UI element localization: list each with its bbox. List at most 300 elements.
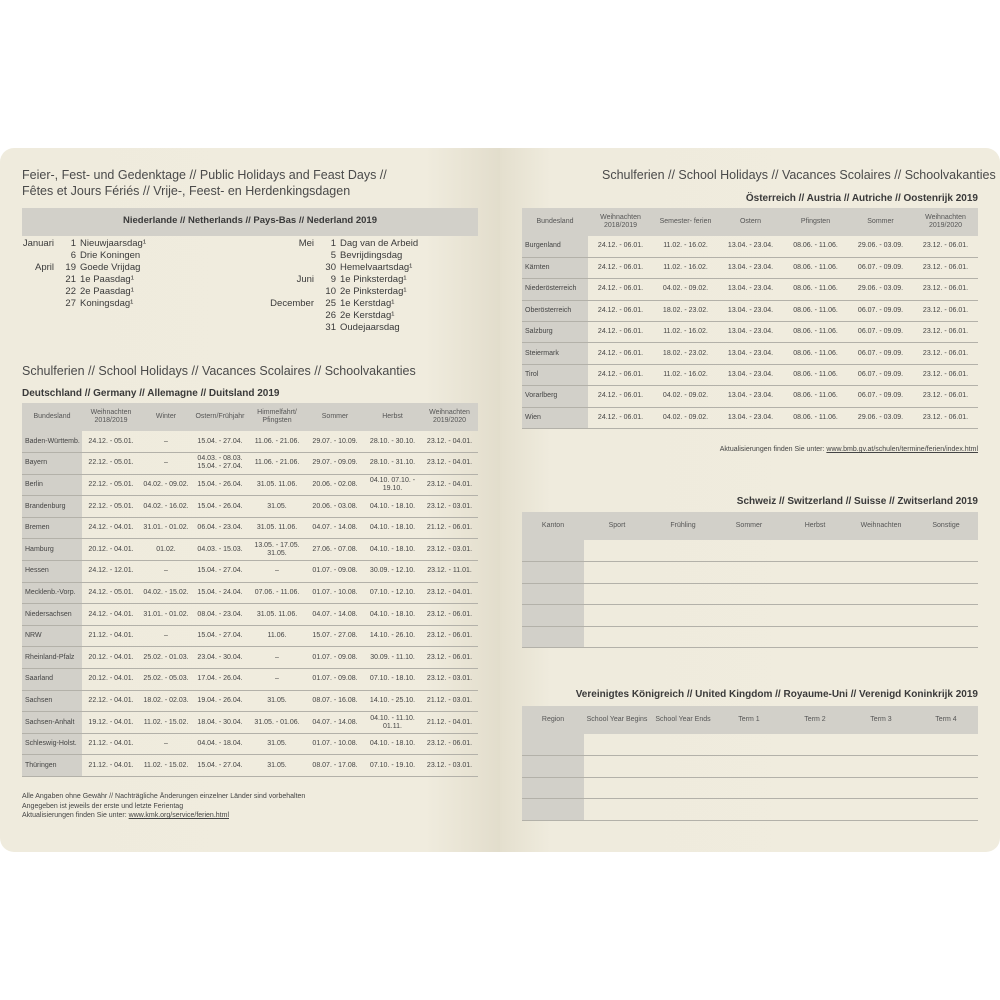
empty-label-cell[interactable]	[522, 799, 584, 821]
empty-cell[interactable]	[914, 540, 978, 562]
empty-row	[522, 562, 978, 584]
kmk-link[interactable]: www.kmk.org/service/ferien.html	[128, 812, 229, 819]
table-cell: 04.10. - 11.10. 01.11.	[364, 712, 421, 734]
table-cell: 13.04. - 23.04.	[718, 279, 783, 300]
holiday-month	[250, 322, 318, 334]
empty-cell[interactable]	[650, 562, 716, 584]
table-cell: 06.07. - 09.09.	[848, 322, 913, 343]
empty-cell[interactable]	[716, 562, 782, 584]
table-cell: 24.12. - 06.01.	[588, 386, 653, 407]
table-row	[522, 364, 978, 385]
empty-cell[interactable]	[650, 605, 716, 627]
table-cell: 29.06. - 03.09.	[848, 236, 913, 257]
table-cell: 29.07. - 09.09.	[306, 453, 364, 475]
holiday-name: Koningsdag¹	[80, 298, 134, 309]
uk-table	[522, 706, 978, 821]
empty-cell[interactable]	[914, 626, 978, 648]
table-cell: 31.01. - 01.02.	[140, 604, 192, 626]
holiday-month	[22, 298, 58, 310]
empty-cell[interactable]	[914, 583, 978, 605]
table-cell: 15.04. - 26.04.	[192, 474, 248, 496]
table-row	[22, 604, 478, 626]
de-notes	[22, 792, 305, 821]
column-header: Pfingsten	[783, 208, 848, 236]
table-cell: 30.09. - 12.10.	[364, 561, 421, 583]
empty-cell[interactable]	[848, 605, 914, 627]
holiday-month	[22, 286, 58, 298]
row-label: Schleswig-Holst.	[22, 733, 82, 755]
column-header: Sport	[584, 512, 650, 540]
column-header: Sommer	[848, 208, 913, 236]
table-cell: –	[140, 561, 192, 583]
holiday-name: 1e Paasdag¹	[80, 274, 134, 285]
table-cell: 08.06. - 11.06.	[783, 300, 848, 321]
table-cell: 13.04. - 23.04.	[718, 300, 783, 321]
table-cell: 18.02. - 02.03.	[140, 690, 192, 712]
empty-cell[interactable]	[716, 777, 782, 799]
table-cell: 11.06. - 21.06.	[248, 453, 306, 475]
row-label: Niederösterreich	[522, 279, 588, 300]
table-cell: 23.12. - 06.01.	[913, 364, 978, 385]
holiday-day: 31	[325, 322, 336, 333]
holiday-name: Nieuwjaarsdag¹	[80, 238, 147, 249]
table-row	[522, 407, 978, 428]
holiday-row	[250, 238, 478, 250]
empty-cell[interactable]	[782, 540, 848, 562]
table-cell: 13.04. - 23.04.	[718, 364, 783, 385]
bmb-link[interactable]: www.bmb.gv.at/schulen/termine/ferien/index.html	[826, 446, 978, 453]
holiday-day: 30	[325, 262, 336, 273]
table-cell: 08.06. - 11.06.	[783, 343, 848, 364]
at-notes-label: Aktualisierungen finden Sie unter:	[719, 446, 825, 453]
column-header: Weihnachten 2019/2020	[421, 403, 478, 431]
table-row	[22, 755, 478, 777]
table-row	[22, 517, 478, 539]
table-cell: 07.10. - 19.10.	[364, 755, 421, 777]
empty-row	[522, 583, 978, 605]
empty-cell[interactable]	[914, 777, 978, 799]
column-header: Semester- ferien	[653, 208, 718, 236]
table-cell: 08.06. - 11.06.	[783, 236, 848, 257]
table-cell: 25.02. - 05.03.	[140, 669, 192, 691]
holiday-day: 22	[65, 286, 76, 297]
empty-cell[interactable]	[848, 562, 914, 584]
table-row	[22, 690, 478, 712]
holiday-day: 25	[325, 298, 336, 309]
table-cell: 04.03. - 15.03.	[192, 539, 248, 561]
row-label: Bayern	[22, 453, 82, 475]
row-label: Salzburg	[522, 322, 588, 343]
table-cell: 08.06. - 11.06.	[783, 257, 848, 278]
empty-cell[interactable]	[848, 799, 914, 821]
empty-label-cell[interactable]	[522, 605, 584, 627]
table-cell: 23.12. - 03.01.	[421, 539, 478, 561]
at-table	[522, 208, 978, 429]
empty-cell[interactable]	[914, 605, 978, 627]
empty-label-cell[interactable]	[522, 777, 584, 799]
nl-banner: Niederlande // Netherlands // Pays-Bas // Nederland 2019	[22, 208, 478, 236]
empty-cell[interactable]	[650, 540, 716, 562]
column-header: Region	[522, 706, 584, 734]
table-cell: 23.12. - 04.01.	[421, 453, 478, 475]
empty-cell[interactable]	[914, 734, 978, 756]
empty-cell[interactable]	[716, 626, 782, 648]
row-label: Sachsen-Anhalt	[22, 712, 82, 734]
table-cell: –	[140, 733, 192, 755]
column-header: Frühling	[650, 512, 716, 540]
holiday-day: 6	[70, 250, 76, 261]
table-row	[522, 257, 978, 278]
table-cell: 04.02. - 09.02.	[653, 407, 718, 428]
holiday-name: Hemelvaartsdag¹	[340, 262, 413, 273]
empty-cell[interactable]	[650, 799, 716, 821]
empty-cell[interactable]	[584, 756, 650, 778]
empty-row	[522, 605, 978, 627]
holiday-day: 1	[70, 238, 76, 249]
table-cell: 31.05.	[248, 733, 306, 755]
ch-heading: Schweiz // Switzerland // Suisse // Zwitserland 2019	[736, 496, 978, 507]
table-row	[22, 474, 478, 496]
table-row	[22, 647, 478, 669]
table-cell: 23.12. - 04.01.	[421, 582, 478, 604]
note-updates-label: Aktualisierungen finden Sie unter:	[22, 812, 127, 819]
empty-cell[interactable]	[716, 583, 782, 605]
table-cell: 20.06. - 02.08.	[306, 474, 364, 496]
holiday-day: 19	[65, 262, 76, 273]
row-label: Hessen	[22, 561, 82, 583]
column-header: School Year Ends	[650, 706, 716, 734]
column-header: Herbst	[782, 512, 848, 540]
empty-cell[interactable]	[650, 626, 716, 648]
table-cell: 08.06. - 11.06.	[783, 386, 848, 407]
table-cell: 29.07. - 10.09.	[306, 431, 364, 453]
holiday-day: 10	[325, 286, 336, 297]
left-page	[0, 148, 500, 852]
table-cell: 06.07. - 09.09.	[848, 343, 913, 364]
table-cell: 24.12. - 12.01.	[82, 561, 140, 583]
table-cell: 22.12. - 05.01.	[82, 496, 140, 518]
empty-cell[interactable]	[782, 756, 848, 778]
holiday-day: 1	[330, 238, 336, 249]
table-cell: 24.12. - 06.01.	[588, 257, 653, 278]
table-cell: 08.07. - 17.08.	[306, 755, 364, 777]
table-cell: 20.12. - 04.01.	[82, 647, 140, 669]
table-cell: 04.02. - 16.02.	[140, 496, 192, 518]
holiday-name: Goede Vrijdag	[80, 262, 141, 273]
column-header: Weihnachten	[848, 512, 914, 540]
table-row	[22, 669, 478, 691]
table-cell: 23.12. - 11.01.	[421, 561, 478, 583]
empty-cell[interactable]	[716, 799, 782, 821]
table-cell: 18.02. - 23.02.	[653, 343, 718, 364]
holiday-day: 26	[325, 310, 336, 321]
table-cell: –	[248, 669, 306, 691]
table-cell: 13.04. - 23.04.	[718, 236, 783, 257]
empty-cell[interactable]	[584, 734, 650, 756]
column-header: Bundesland	[22, 403, 82, 431]
table-cell: 04.04. - 18.04.	[192, 733, 248, 755]
holiday-day: 9	[330, 274, 336, 285]
table-cell: 04.10. - 18.10.	[364, 604, 421, 626]
table-cell: 28.10. - 31.10.	[364, 453, 421, 475]
note-updates	[22, 811, 305, 821]
empty-cell[interactable]	[716, 756, 782, 778]
empty-cell[interactable]	[584, 583, 650, 605]
table-cell: 11.02. - 16.02.	[653, 257, 718, 278]
holiday-row	[250, 310, 478, 322]
empty-cell[interactable]	[782, 562, 848, 584]
table-row	[22, 496, 478, 518]
table-cell: –	[248, 561, 306, 583]
table-cell: 07.10. - 18.10.	[364, 669, 421, 691]
holiday-day: 5	[330, 250, 336, 261]
table-cell: 01.07. - 09.08.	[306, 561, 364, 583]
table-row	[522, 343, 978, 364]
table-row	[22, 561, 478, 583]
open-planner	[0, 148, 1000, 852]
table-cell: 21.12. - 04.01.	[82, 733, 140, 755]
table-cell: 31.05. 11.06.	[248, 604, 306, 626]
table-cell: 23.12. - 06.01.	[913, 407, 978, 428]
table-cell: 04.03. - 08.03. 15.04. - 27.04.	[192, 453, 248, 475]
table-cell: 08.06. - 11.06.	[783, 322, 848, 343]
holiday-month	[250, 250, 318, 262]
table-cell: 22.12. - 05.01.	[82, 453, 140, 475]
empty-row	[522, 540, 978, 562]
table-cell: 04.10. - 18.10.	[364, 733, 421, 755]
school-holidays-title: Schulferien // School Holidays // Vacances Scolaires // Schoolvakanties	[22, 364, 416, 378]
table-cell: 11.02. - 16.02.	[653, 364, 718, 385]
row-label: Hamburg	[22, 539, 82, 561]
row-label: Rheinland-Pfalz	[22, 647, 82, 669]
holiday-month: April	[34, 262, 54, 273]
table-cell: 23.12. - 06.01.	[913, 279, 978, 300]
table-cell: 06.04. - 23.04.	[192, 517, 248, 539]
empty-cell[interactable]	[584, 540, 650, 562]
table-cell: 18.04. - 30.04.	[192, 712, 248, 734]
holiday-name: 2e Paasdag¹	[80, 286, 134, 297]
table-cell: 31.05. 11.06.	[248, 517, 306, 539]
empty-label-cell[interactable]	[522, 540, 584, 562]
table-cell: 23.12. - 06.01.	[913, 300, 978, 321]
at-notes	[720, 445, 978, 455]
table-cell: 11.02. - 15.02.	[140, 712, 192, 734]
empty-label-cell[interactable]	[522, 734, 584, 756]
row-label: Tirol	[522, 364, 588, 385]
empty-cell[interactable]	[584, 777, 650, 799]
table-row	[522, 279, 978, 300]
empty-cell[interactable]	[716, 734, 782, 756]
holiday-row	[22, 298, 222, 310]
holiday-month	[250, 286, 318, 298]
column-header: Weihnachten 2019/2020	[913, 208, 978, 236]
empty-row	[522, 734, 978, 756]
row-label: Baden-Württemb.	[22, 431, 82, 453]
empty-label-cell[interactable]	[522, 626, 584, 648]
table-cell: 04.02. - 15.02.	[140, 582, 192, 604]
table-cell: 24.12. - 06.01.	[588, 236, 653, 257]
empty-label-cell[interactable]	[522, 756, 584, 778]
empty-label-cell[interactable]	[522, 583, 584, 605]
table-cell: 23.12. - 06.01.	[421, 647, 478, 669]
table-cell: 23.12. - 06.01.	[913, 343, 978, 364]
table-cell: 08.06. - 11.06.	[783, 407, 848, 428]
holiday-month: Mei	[298, 238, 314, 249]
empty-cell[interactable]	[782, 777, 848, 799]
holiday-month: December	[270, 298, 314, 309]
holiday-name: Bevrijdingsdag	[340, 250, 403, 261]
empty-cell[interactable]	[848, 777, 914, 799]
table-cell: 23.12. - 03.01.	[421, 496, 478, 518]
table-cell: 06.07. - 09.09.	[848, 300, 913, 321]
table-cell: 31.05. - 01.06.	[248, 712, 306, 734]
column-header: Sonstige	[914, 512, 978, 540]
empty-cell[interactable]	[650, 583, 716, 605]
holiday-row	[250, 286, 478, 298]
column-header: School Year Begins	[584, 706, 650, 734]
table-cell: 13.04. - 23.04.	[718, 386, 783, 407]
table-cell: 04.02. - 09.02.	[653, 279, 718, 300]
table-row	[522, 236, 978, 257]
table-cell: 14.10. - 25.10.	[364, 690, 421, 712]
empty-cell[interactable]	[782, 583, 848, 605]
column-header: Sommer	[306, 403, 364, 431]
holiday-row	[250, 322, 478, 334]
table-cell: 04.10. 07.10. - 19.10.	[364, 474, 421, 496]
table-cell: 15.04. - 26.04.	[192, 496, 248, 518]
column-header: Ostern/Frühjahr	[192, 403, 248, 431]
holiday-row	[250, 298, 478, 310]
table-cell: 14.10. - 26.10.	[364, 625, 421, 647]
empty-cell[interactable]	[782, 626, 848, 648]
column-header: Kanton	[522, 512, 584, 540]
empty-cell[interactable]	[716, 605, 782, 627]
empty-cell[interactable]	[782, 734, 848, 756]
table-cell: 23.12. - 06.01.	[913, 322, 978, 343]
column-header: Term 3	[848, 706, 914, 734]
table-cell: 23.12. - 03.01.	[421, 669, 478, 691]
holiday-row	[22, 238, 222, 250]
table-row	[522, 322, 978, 343]
holiday-month	[22, 274, 58, 286]
table-cell: 24.12. - 06.01.	[588, 343, 653, 364]
empty-cell[interactable]	[848, 626, 914, 648]
empty-cell[interactable]	[782, 799, 848, 821]
table-cell: –	[248, 647, 306, 669]
empty-cell[interactable]	[914, 799, 978, 821]
empty-cell[interactable]	[650, 777, 716, 799]
nl-holidays-left	[22, 238, 222, 310]
right-page	[500, 148, 1000, 852]
school-holidays-title-right: Schulferien // School Holidays // Vacances Scolaires // Schoolvakanties	[602, 168, 996, 182]
table-cell: 01.07. - 09.08.	[306, 647, 364, 669]
row-label: Berlin	[22, 474, 82, 496]
empty-cell[interactable]	[584, 626, 650, 648]
empty-cell[interactable]	[848, 583, 914, 605]
table-cell: 17.04. - 26.04.	[192, 669, 248, 691]
row-label: Sachsen	[22, 690, 82, 712]
table-cell: 15.07. - 27.08.	[306, 625, 364, 647]
table-cell: 24.12. - 06.01.	[588, 322, 653, 343]
table-cell: 06.07. - 09.09.	[848, 386, 913, 407]
row-label: Thüringen	[22, 755, 82, 777]
table-cell: 20.06. - 03.08.	[306, 496, 364, 518]
table-cell: 04.07. - 14.08.	[306, 712, 364, 734]
empty-cell[interactable]	[848, 540, 914, 562]
empty-cell[interactable]	[584, 799, 650, 821]
table-cell: 23.12. - 06.01.	[421, 733, 478, 755]
empty-cell[interactable]	[650, 734, 716, 756]
holiday-name: 1e Kerstdag¹	[340, 298, 395, 309]
column-header: Bundesland	[522, 208, 588, 236]
table-cell: 15.04. - 27.04.	[192, 561, 248, 583]
empty-cell[interactable]	[584, 562, 650, 584]
table-row	[22, 453, 478, 475]
holiday-name: Drie Koningen	[80, 250, 141, 261]
empty-label-cell[interactable]	[522, 562, 584, 584]
table-cell: 11.06. - 21.06.	[248, 431, 306, 453]
table-cell: –	[140, 453, 192, 475]
column-header: Himmelfahrt/ Pfingsten	[248, 403, 306, 431]
table-cell: 31.05.	[248, 690, 306, 712]
empty-cell[interactable]	[848, 734, 914, 756]
empty-cell[interactable]	[716, 540, 782, 562]
row-label: Oberösterreich	[522, 300, 588, 321]
empty-cell[interactable]	[650, 756, 716, 778]
table-cell: 24.12. - 05.01.	[82, 431, 140, 453]
table-cell: –	[140, 431, 192, 453]
holiday-row	[22, 262, 222, 274]
table-cell: 06.07. - 09.09.	[848, 257, 913, 278]
table-cell: 22.12. - 04.01.	[82, 690, 140, 712]
table-cell: 21.12. - 04.01.	[82, 755, 140, 777]
table-row	[22, 539, 478, 561]
row-label: Vorarlberg	[522, 386, 588, 407]
holiday-row	[22, 250, 222, 262]
table-cell: 24.12. - 06.01.	[588, 279, 653, 300]
holiday-day: 27	[65, 298, 76, 309]
table-cell: 23.04. - 30.04.	[192, 647, 248, 669]
table-cell: 23.12. - 06.01.	[913, 236, 978, 257]
table-cell: 31.05.	[248, 496, 306, 518]
column-header: Weihnachten 2018/2019	[82, 403, 140, 431]
empty-cell[interactable]	[848, 756, 914, 778]
table-cell: 06.07. - 09.09.	[848, 364, 913, 385]
empty-cell[interactable]	[914, 756, 978, 778]
table-cell: 21.12. - 04.01.	[82, 625, 140, 647]
table-cell: 04.10. - 18.10.	[364, 539, 421, 561]
table-cell: –	[140, 625, 192, 647]
table-row	[522, 386, 978, 407]
note-disclaimer: Alle Angaben ohne Gewähr // Nachträgliche Änderungen einzelner Länder sind vorbehalten	[22, 793, 306, 800]
table-cell: 08.04. - 23.04.	[192, 604, 248, 626]
holiday-month	[250, 262, 318, 274]
table-cell: 08.07. - 16.08.	[306, 690, 364, 712]
row-label: Burgenland	[522, 236, 588, 257]
empty-cell[interactable]	[584, 605, 650, 627]
table-cell: 30.09. - 11.10.	[364, 647, 421, 669]
table-cell: 11.02. - 15.02.	[140, 755, 192, 777]
table-cell: 25.02. - 01.03.	[140, 647, 192, 669]
row-label: Bremen	[22, 517, 82, 539]
holiday-row	[250, 274, 478, 286]
row-label: Brandenburg	[22, 496, 82, 518]
table-cell: 04.10. - 18.10.	[364, 517, 421, 539]
empty-cell[interactable]	[782, 605, 848, 627]
table-cell: 21.12. - 06.01.	[421, 517, 478, 539]
empty-cell[interactable]	[914, 562, 978, 584]
table-cell: 01.07. - 10.08.	[306, 733, 364, 755]
